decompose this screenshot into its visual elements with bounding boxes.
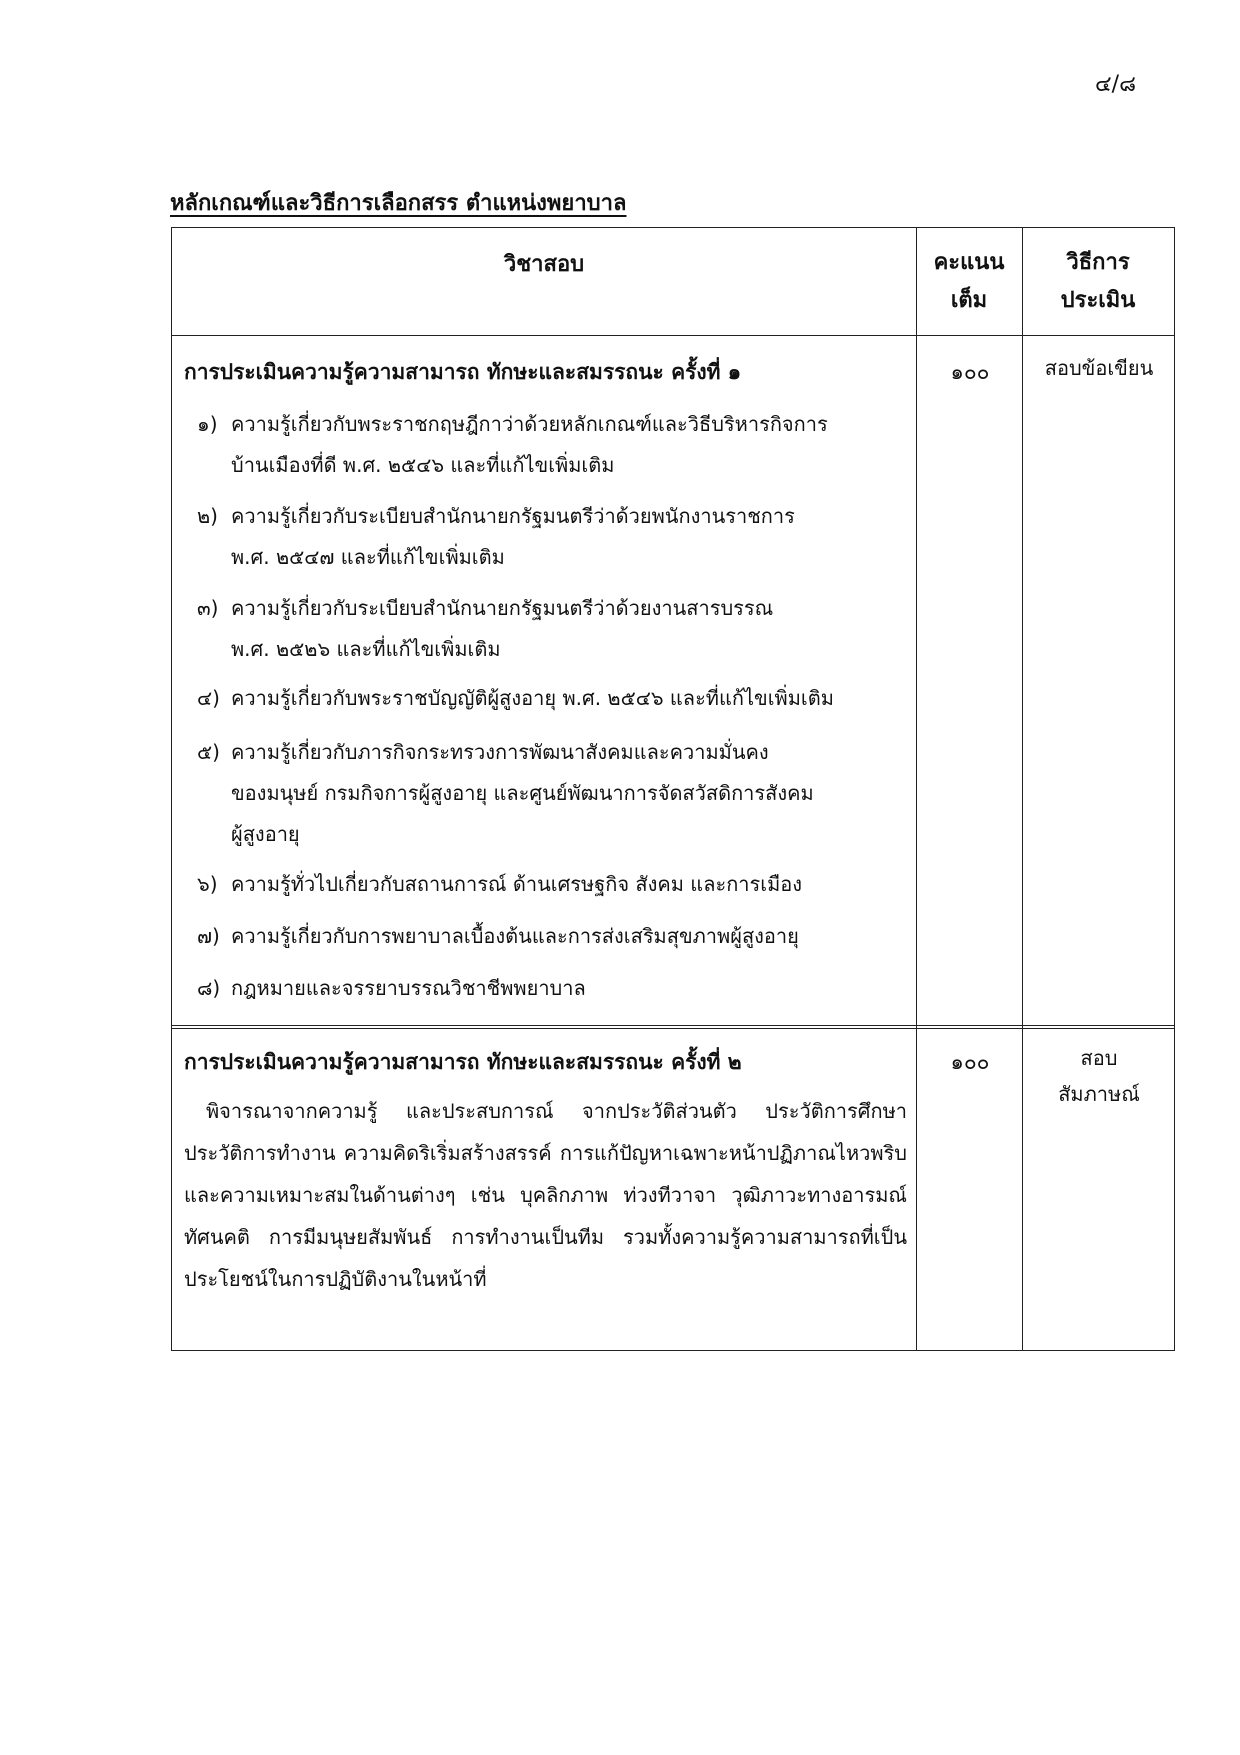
list-item: ๗) ความรู้เกี่ยวกับการพยาบาลเบื้องต้นและการส่งเสริมสุขภาพผู้สูงอายุ xyxy=(197,924,799,948)
list-item: ๒) ความรู้เกี่ยวกับระเบียบสำนักนายกรัฐมนตรีว่าด้วยพนักงานราชการ พ.ศ. ๒๕๔๗ และที่แก้ไขเพิ่มเติม xyxy=(197,504,795,569)
section2-method-line2: สัมภาษณ์ xyxy=(1058,1082,1140,1106)
header-score-line1: คะแนน xyxy=(933,250,1005,275)
section2-method xyxy=(1024,1040,1174,1112)
list-item: ๓) ความรู้เกี่ยวกับระเบียบสำนักนายกรัฐมนตรีว่าด้วยงานสารบรรณ พ.ศ. ๒๕๒๖ และที่แก้ไขเพิ่มเติม xyxy=(197,596,774,661)
section1-title: การประเมินความรู้ความสามารถ ทักษะและสมรรถนะ ครั้งที่ ๑ xyxy=(184,360,742,384)
column-divider xyxy=(916,228,917,1350)
header-score-line2: เต็ม xyxy=(950,288,988,313)
column-divider xyxy=(1022,228,1023,1350)
section1-method: สอบข้อเขียน xyxy=(1044,356,1154,380)
criteria-table xyxy=(171,227,1175,1351)
list-item: ๘) กฎหมายและจรรยาบรรณวิชาชีพพยาบาล xyxy=(197,976,586,1000)
list-item: ๖) ความรู้ทั่วไปเกี่ยวกับสถานการณ์ ด้านเศรษฐกิจ สังคม และการเมือง xyxy=(197,872,803,896)
header-method-line2: ประเมิน xyxy=(1060,288,1136,313)
section2-title: การประเมินความรู้ความสามารถ ทักษะและสมรรถนะ ครั้งที่ ๒ xyxy=(184,1050,742,1074)
section2-method-line1: สอบ xyxy=(1080,1046,1118,1070)
section-divider xyxy=(172,1025,1174,1029)
document-title: หลักเกณฑ์และวิธีการเลือกสรร ตำแหน่งพยาบาล xyxy=(170,191,627,216)
header-subject: วิชาสอบ xyxy=(503,252,585,277)
header-divider xyxy=(172,335,1174,336)
header-full-score xyxy=(916,244,1022,320)
header-method xyxy=(1022,244,1174,320)
section1-score: ๑๐๐ xyxy=(950,360,990,384)
header-method-line1: วิธีการ xyxy=(1066,250,1130,275)
list-item: ๑) ความรู้เกี่ยวกับพระราชกฤษฎีกาว่าด้วยหลักเกณฑ์และวิธีบริหารกิจการ บ้านเมืองที่ดี พ.ศ. ๒๕๔๖ และที่แก้ไขเพิ่มเติม xyxy=(197,412,828,477)
list-item: ๔) ความรู้เกี่ยวกับพระราชบัญญัติผู้สูงอายุ พ.ศ. ๒๕๔๖ และที่แก้ไขเพิ่มเติม xyxy=(197,686,834,710)
page-number: ๔/๘ xyxy=(1095,72,1137,97)
section2-score: ๑๐๐ xyxy=(950,1050,990,1074)
section2-paragraph: พิจารณาจากความรู้ และประสบการณ์ จากประวัติส่วนตัว ประวัติการศึกษา ประวัติการทำงาน ความคิดริเริ่มสร้างสรรค์ การแก้ปัญหาเฉพาะหน้าปฏิภาณไหวพริบ และความเหมาะสมในด้านต่างๆ เช่น บุคลิกภาพ ท่วงทีวาจา วุฒิภาวะทางอารมณ์ ทัศนคติ การมีมนุษยสัมพันธ์ การทำงานเป็นทีม รวมทั้งความรู้ความสามารถที่เป็นประโยชน์ในการปฏิบัติงานในหน้าที่ xyxy=(184,1099,907,1291)
list-item: ๕) ความรู้เกี่ยวกับภารกิจกระทรวงการพัฒนาสังคมและความมั่นคง ของมนุษย์ กรมกิจการผู้สูงอายุ และศูนย์พัฒนาการจัดสวัสดิการสังคม ผู้สูงอายุ xyxy=(197,740,814,846)
